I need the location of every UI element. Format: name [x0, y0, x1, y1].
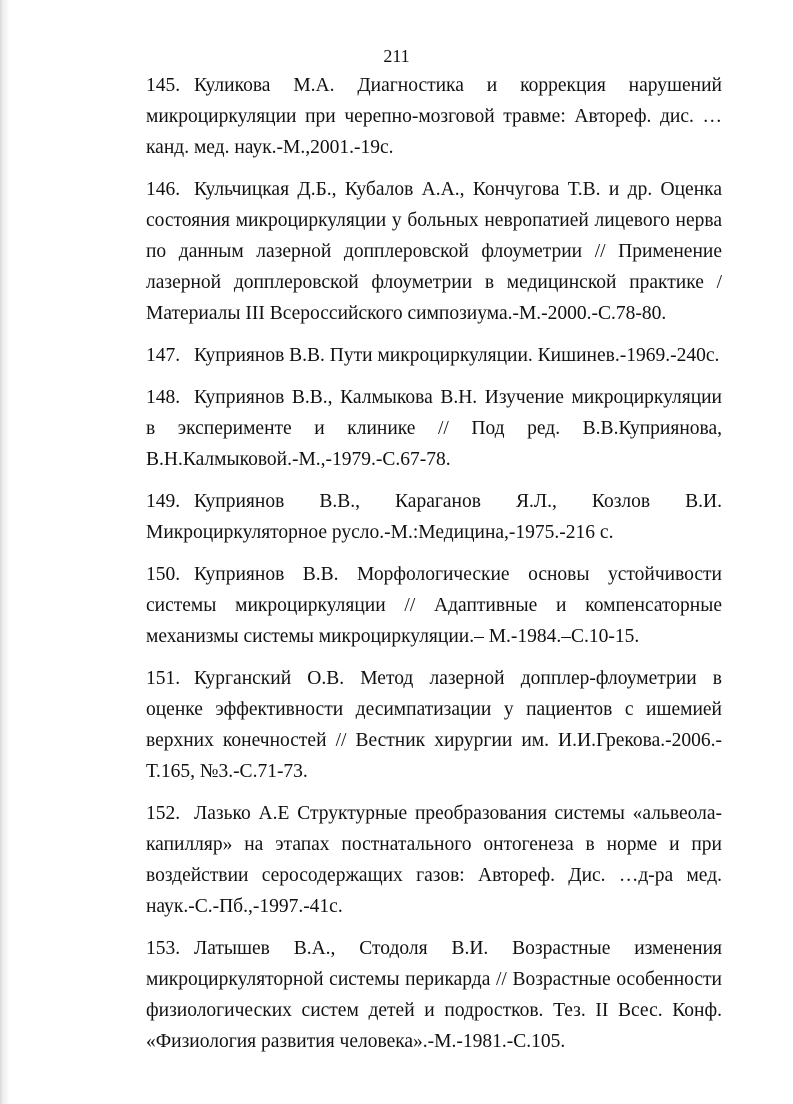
page-number: 211: [383, 46, 410, 66]
reference-text: Курганский О.В. Метод лазерной допплер-флоуметрии в оценке эффективности десимпатизации у пациентов с ишемией верхних конечностей // Вестник хирургии им. И.И.Грекова.-2006.-Т.165, №3.-С.71-73.: [146, 668, 722, 782]
reference-number: 147.: [146, 345, 181, 366]
reference-item: [146, 382, 722, 475]
reference-number: 146.: [146, 179, 181, 200]
reference-text: Куприянов В.В. Морфологические основы устойчивости системы микроциркуляции // Адаптивные и компенсаторные механизмы системы микроциркуляции.– М.-1984.–С.10-15.: [146, 564, 722, 647]
reference-text: Лазько А.Е Структурные преобразования системы «альвеола-капилляр» на этапах постнатального онтогенеза в норме и при воздействии серосодержащих газов: Автореф. Дис. …д-ра мед. наук.-С.-Пб.,-1997.-41с.: [146, 803, 722, 917]
reference-number: 149.: [146, 491, 181, 512]
reference-text: Куликова М.А. Диагностика и коррекция нарушений микроциркуляции при черепно-мозговой травме: Автореф. дис. …канд. мед. наук.-М.,2001.-19с.: [146, 75, 722, 158]
reference-number: 145.: [146, 75, 181, 96]
reference-item: [146, 559, 722, 652]
reference-item: [146, 340, 722, 371]
reference-number: 150.: [146, 564, 181, 585]
reference-text: Кульчицкая Д.Б., Кубалов А.А., Кончугова Т.В. и др. Оценка состояния микроциркуляции у больных невропатией лицевого нерва по данным лазерной допплеровской флоуметрии // Применение лазерной допплеровской флоуметрии в медицинской практике /Материалы III Всероссийского симпозиума.-М.-2000.-С.78-80.: [146, 179, 722, 324]
reference-number: 148.: [146, 387, 181, 408]
reference-list: [146, 70, 722, 1068]
reference-number: 153.: [146, 938, 181, 959]
reference-number: 151.: [146, 668, 181, 689]
reference-text: Куприянов В.В., Караганов Я.Л., Козлов В.И. Микроциркуляторное русло.-М.:Медицина,-1975.-216 с.: [146, 491, 722, 543]
reference-text: Куприянов В.В. Пути микроциркуляции. Кишинев.-1969.-240с.: [194, 345, 720, 366]
scan-edge-shadow: [0, 0, 10, 1104]
reference-item: [146, 174, 722, 329]
reference-item: [146, 933, 722, 1057]
reference-text: Куприянов В.В., Калмыкова В.Н. Изучение микроциркуляции в эксперименте и клинике // Под ред. В.В.Куприянова, В.Н.Калмыковой.-М.,-1979.-С.67-78.: [146, 387, 722, 470]
reference-text: Латышев В.А., Стодоля В.И. Возрастные изменения микроциркуляторной системы перикарда // Возрастные особенности физиологических систем детей и подростков. Тез. II Всес. Конф. «Физиология развития человека».-М.-1981.-С.105.: [146, 938, 722, 1052]
reference-item: [146, 663, 722, 787]
reference-item: [146, 70, 722, 163]
reference-item: [146, 798, 722, 922]
reference-item: [146, 486, 722, 548]
reference-number: 152.: [146, 803, 181, 824]
